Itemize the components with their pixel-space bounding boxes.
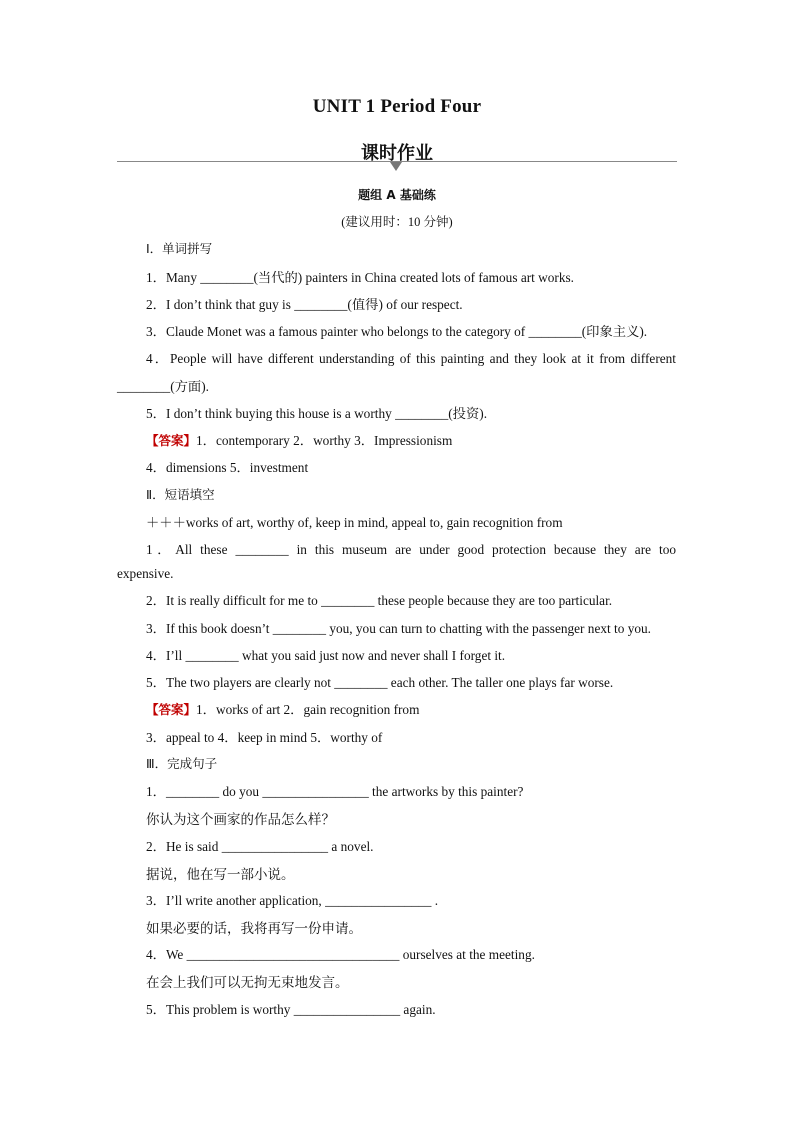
- answer-block-2: [146, 699, 419, 718]
- answer-tag: 【答案】: [146, 433, 197, 448]
- question-1-4-cont: ________(方面).: [117, 379, 209, 394]
- question-2-1: 1．All these ________ in this museum are under good protection because they are too: [146, 542, 676, 557]
- answer-tag: 【答案】: [146, 702, 197, 717]
- question-3-5: 5．This problem is worthy ________________ again.: [146, 1002, 436, 1017]
- section-heading-1: Ⅰ．单词拼写: [146, 241, 213, 256]
- question-3-2: 2．He is said ________________ a novel.: [146, 839, 374, 854]
- question-3-3: 3．I’ll write another application, ________________ .: [146, 893, 439, 908]
- suggested-time: (建议用时：10 分钟): [341, 215, 453, 229]
- question-1-4: 4．People will have different understanding of this painting and they look at it from different: [146, 351, 676, 366]
- question-3-3-chinese: 如果必要的话，我将再写一份申请。: [146, 921, 362, 937]
- question-3-1: 1．________ do you ________________ the artworks by this painter?: [146, 784, 524, 799]
- question-2-2: 2．It is really difficult for me to ________ these people because they are too particular.: [146, 593, 613, 608]
- question-1-5: 5．I don’t think buying this house is a worthy ________(投资).: [146, 406, 488, 421]
- question-3-4: 4．We ________________________________ ourselves at the meeting.: [146, 947, 535, 962]
- question-3-4-chinese: 在会上我们可以无拘无束地发言。: [146, 975, 349, 991]
- group-heading: 题组 A 基础练: [358, 188, 436, 202]
- answer-line: 1．works of art 2．gain recognition from: [196, 702, 420, 717]
- question-1-1: 1．Many ________(当代的) painters in China created lots of famous art works.: [146, 270, 574, 285]
- question-2-4: 4．I’ll ________ what you said just now and never shall I forget it.: [146, 648, 506, 663]
- question-1-2: 2．I don’t think that guy is ________(值得) of our respect.: [146, 297, 463, 312]
- question-3-2-chinese: 据说，他在写一部小说。: [146, 867, 295, 883]
- phrase-list: ＋＋＋works of art, worthy of, keep in mind, appeal to, gain recognition from: [146, 515, 563, 530]
- answer-line-1-2: 4．dimensions 5．investment: [146, 460, 309, 475]
- question-2-5: 5．The two players are clearly not ________ each other. The taller one plays far worse.: [146, 675, 614, 690]
- triangle-marker-icon: [390, 162, 402, 171]
- question-2-3: 3．If this book doesn’t ________ you, you can turn to chatting with the passenger next to you.: [146, 621, 651, 636]
- question-3-1-chinese: 你认为这个画家的作品怎么样？: [146, 812, 335, 828]
- answer-block-1: [146, 430, 452, 449]
- section-heading-2: Ⅱ．短语填空: [146, 487, 215, 502]
- answer-line: 1．contemporary 2．worthy 3．Impressionism: [196, 433, 453, 448]
- question-1-3: 3．Claude Monet was a famous painter who belongs to the category of ________(印象主义).: [146, 324, 648, 339]
- answer-line-2-2: 3．appeal to 4．keep in mind 5．worthy of: [146, 730, 383, 745]
- page-subtitle: 课时作业: [361, 143, 433, 164]
- page-title: UNIT 1 Period Four: [312, 96, 482, 117]
- section-heading-3: Ⅲ．完成句子: [146, 756, 218, 771]
- question-2-1-cont: expensive.: [117, 566, 174, 581]
